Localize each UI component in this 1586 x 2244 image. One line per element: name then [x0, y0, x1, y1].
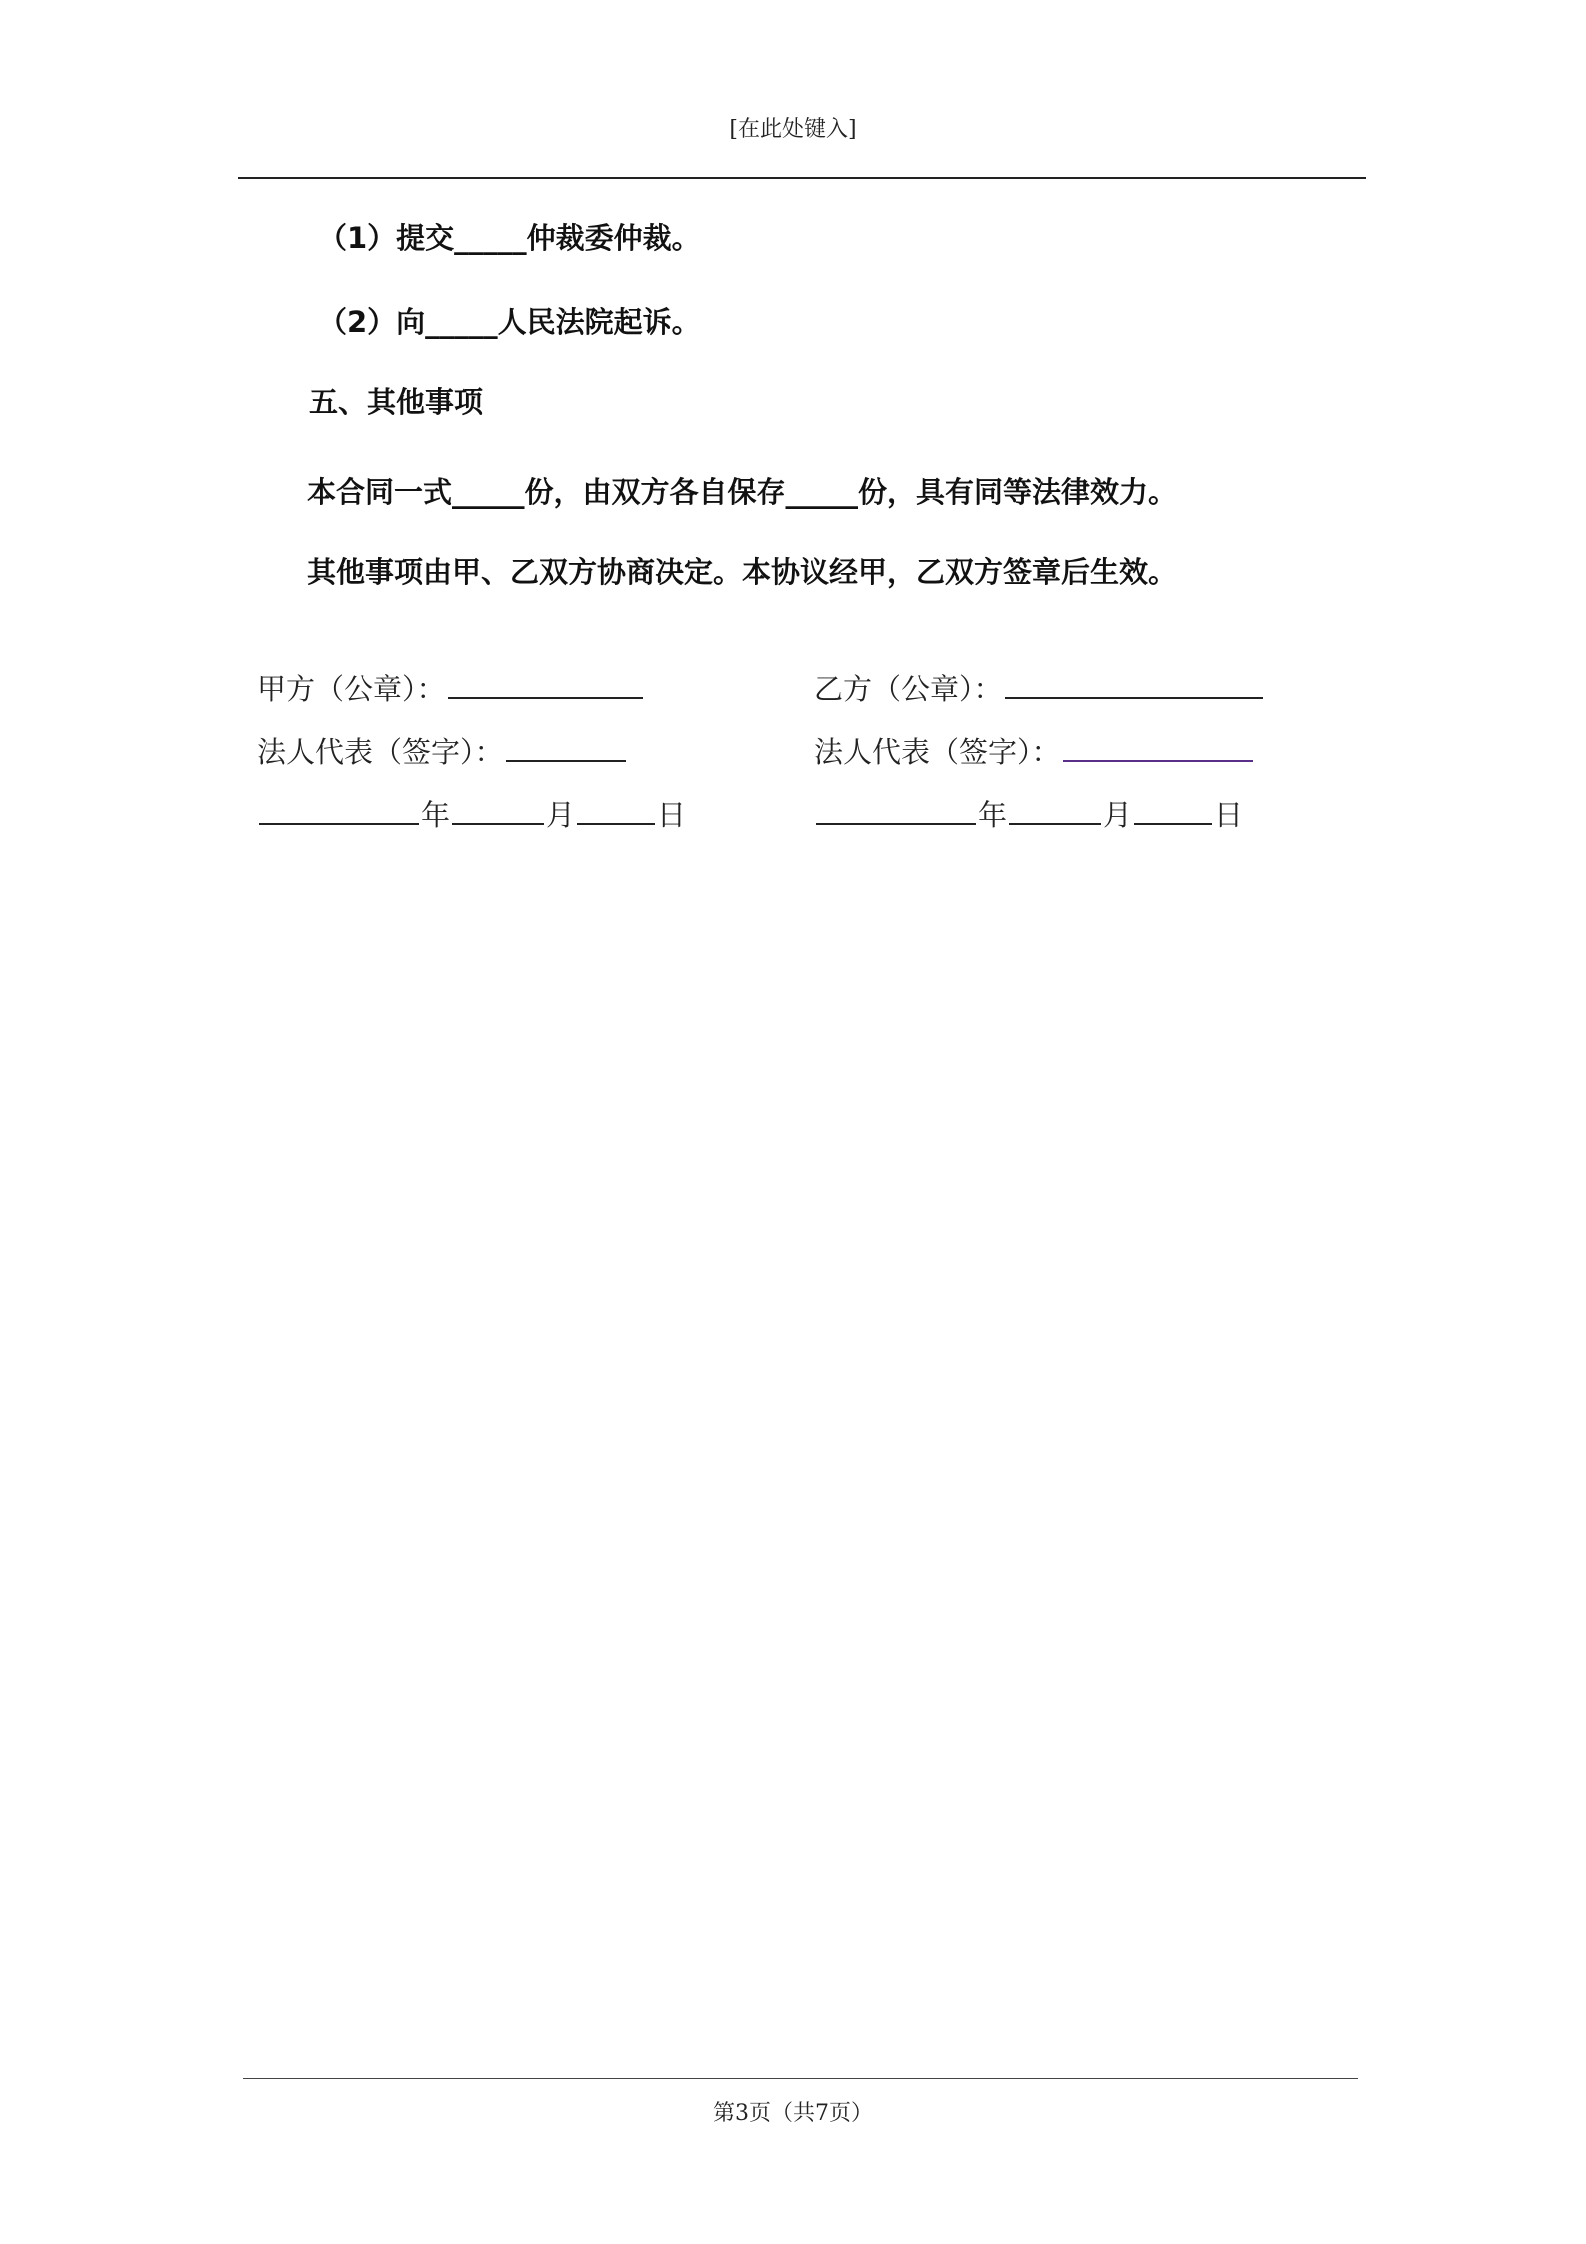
- party-b-rep-label: 法人代表（签字）：: [814, 735, 1061, 769]
- party-b-seal-label: 乙方（公章）：: [814, 672, 1003, 706]
- party-b-month-label: 月: [1103, 798, 1133, 832]
- party-a-rep-row: [257, 730, 628, 771]
- party-a-seal-row: [257, 667, 645, 708]
- party-b-day-field[interactable]: [1134, 795, 1212, 825]
- page-number: 第3页（共7页）: [713, 2101, 873, 2126]
- party-b-seal-row: [814, 667, 1265, 708]
- party-a-date-row: [257, 793, 686, 834]
- party-b-year-label: 年: [978, 798, 1008, 832]
- arbitration-option-1: （1）提交_____仲裁委仲裁。: [318, 221, 701, 255]
- party-a-month-label: 月: [546, 798, 576, 832]
- party-a-year-label: 年: [421, 798, 451, 832]
- header-divider: [238, 177, 1366, 179]
- party-a-day-field[interactable]: [577, 795, 655, 825]
- footer-divider: [243, 2078, 1358, 2079]
- party-a-month-field[interactable]: [452, 795, 544, 825]
- party-a-day-label: 日: [657, 798, 687, 832]
- party-b-rep-row: [814, 730, 1255, 771]
- party-a-rep-label: 法人代表（签字）：: [257, 735, 504, 769]
- section-5-title: 五、其他事项: [309, 385, 484, 419]
- party-b-day-label: 日: [1214, 798, 1244, 832]
- party-a-rep-field[interactable]: [506, 732, 626, 762]
- other-matters-paragraph: 其他事项由甲、乙双方协商决定。本协议经甲，乙双方签章后生效。: [307, 555, 1178, 589]
- party-b-rep-field[interactable]: [1063, 732, 1253, 762]
- party-b-year-field[interactable]: [816, 795, 976, 825]
- party-a-seal-label: 甲方（公章）：: [257, 672, 446, 706]
- header-placeholder-text[interactable]: [在此处键入]: [729, 117, 857, 142]
- copies-paragraph: 本合同一式_____份，由双方各自保存_____份，具有同等法律效力。: [307, 475, 1178, 509]
- party-a-year-field[interactable]: [259, 795, 419, 825]
- party-b-date-row: [814, 793, 1243, 834]
- lawsuit-option-2: （2）向_____人民法院起诉。: [318, 305, 701, 339]
- party-b-seal-field[interactable]: [1005, 669, 1263, 699]
- party-b-month-field[interactable]: [1009, 795, 1101, 825]
- party-a-seal-field[interactable]: [448, 669, 643, 699]
